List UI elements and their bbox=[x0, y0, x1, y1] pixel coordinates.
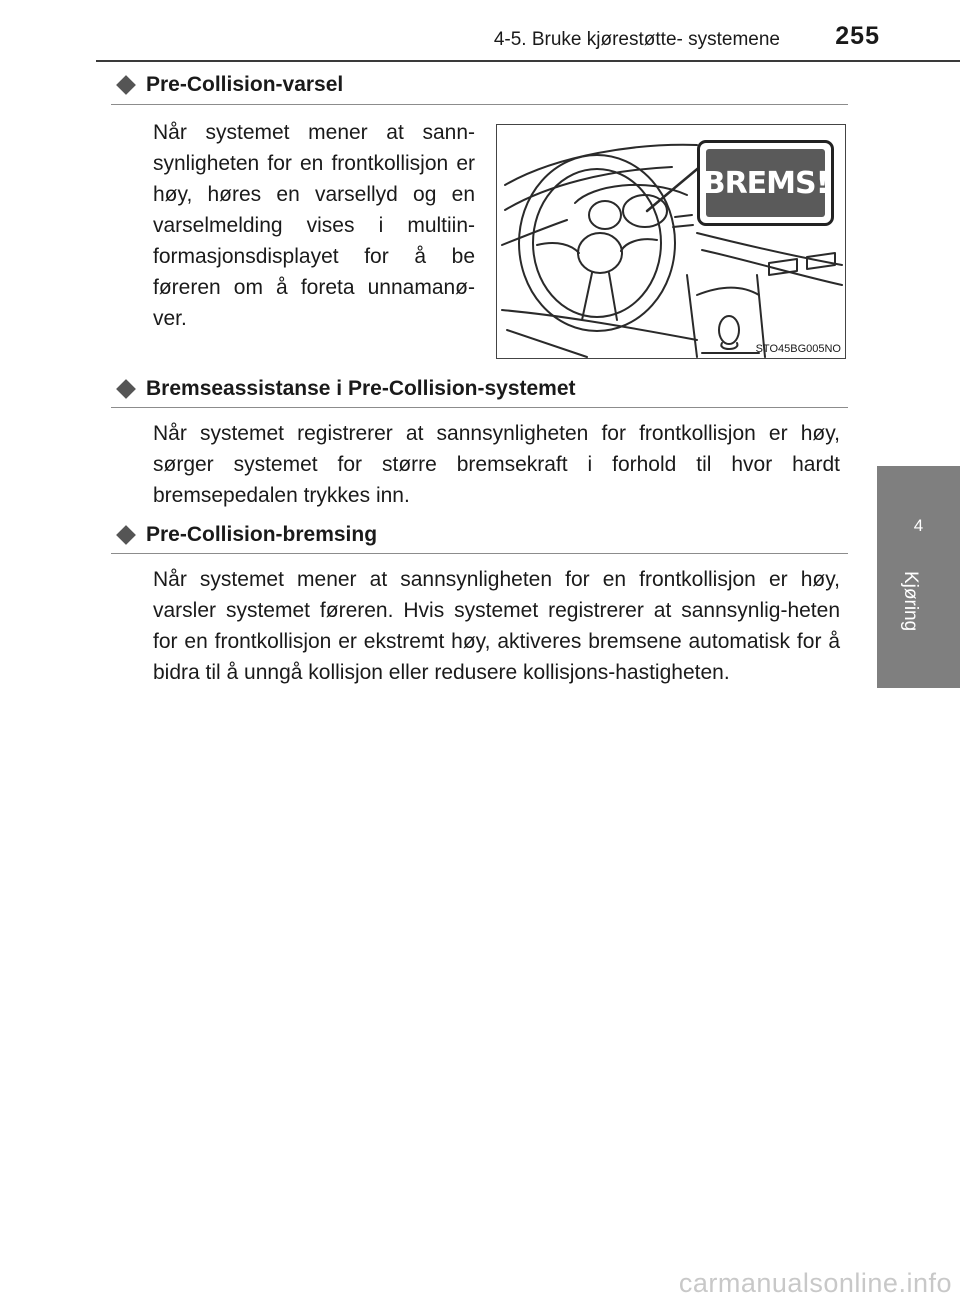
header-section-title: 4-5. Bruke kjørestøtte- systemene bbox=[493, 29, 780, 50]
section-title-text: Pre-Collision-varsel bbox=[146, 73, 344, 96]
section-title-text: Bremseassistanse i Pre-Collision-systemet bbox=[146, 377, 576, 400]
dashboard-illustration bbox=[496, 124, 846, 359]
section-title-text: Pre-Collision-bremsing bbox=[146, 523, 378, 546]
section-body-pre-collision-braking: Når systemet mener at sannsynligheten for en frontkollisjon er høy, varsler systemet føreren. Hvis systemet registrerer at sannsynlig-heten for en frontkollisjon er ekstremt høy, aktiveres bremsene automatisk for å bidra til å unngå kollisjon eller redusere kollisjons-hastigheten. bbox=[153, 568, 840, 684]
chapter-number: 4 bbox=[913, 516, 924, 535]
section-title-brake-assist bbox=[111, 377, 576, 401]
section-rule bbox=[111, 553, 848, 554]
section-body-pre-collision-warning: Når systemet mener at sann-synligheten for en frontkollisjon er høy, høres en varsellyd og en varselmelding vises i multiin-formasjonsdisplayet for å be føreren om å foreta unnamanø-ver. bbox=[153, 121, 475, 330]
diamond-bullet-icon bbox=[116, 379, 136, 399]
watermark: carmanualsonline.info bbox=[678, 1268, 952, 1298]
section-body-brake-assist: Når systemet registrerer at sannsynligheten for frontkollisjon er høy, sørger systemet for større bremsekraft i forhold til hvor hardt bremsepedalen trykkes inn. bbox=[153, 422, 840, 507]
section-title-pre-collision-warning bbox=[111, 73, 343, 97]
chapter-label: Kjøring bbox=[900, 571, 921, 632]
display-callout bbox=[697, 140, 834, 226]
section-rule bbox=[111, 407, 848, 408]
diamond-bullet-icon bbox=[116, 75, 136, 95]
page-number: 255 bbox=[835, 22, 880, 50]
diamond-bullet-icon bbox=[116, 525, 136, 545]
section-title-pre-collision-braking bbox=[111, 523, 377, 547]
page-header bbox=[0, 0, 960, 60]
figure-code: STO45BG005NO bbox=[755, 343, 841, 355]
header-rule bbox=[96, 60, 960, 62]
brake-warning-text: BREMS! bbox=[702, 165, 829, 201]
section-rule bbox=[111, 104, 848, 105]
multi-information-display bbox=[702, 149, 829, 217]
chapter-tab bbox=[877, 466, 960, 688]
